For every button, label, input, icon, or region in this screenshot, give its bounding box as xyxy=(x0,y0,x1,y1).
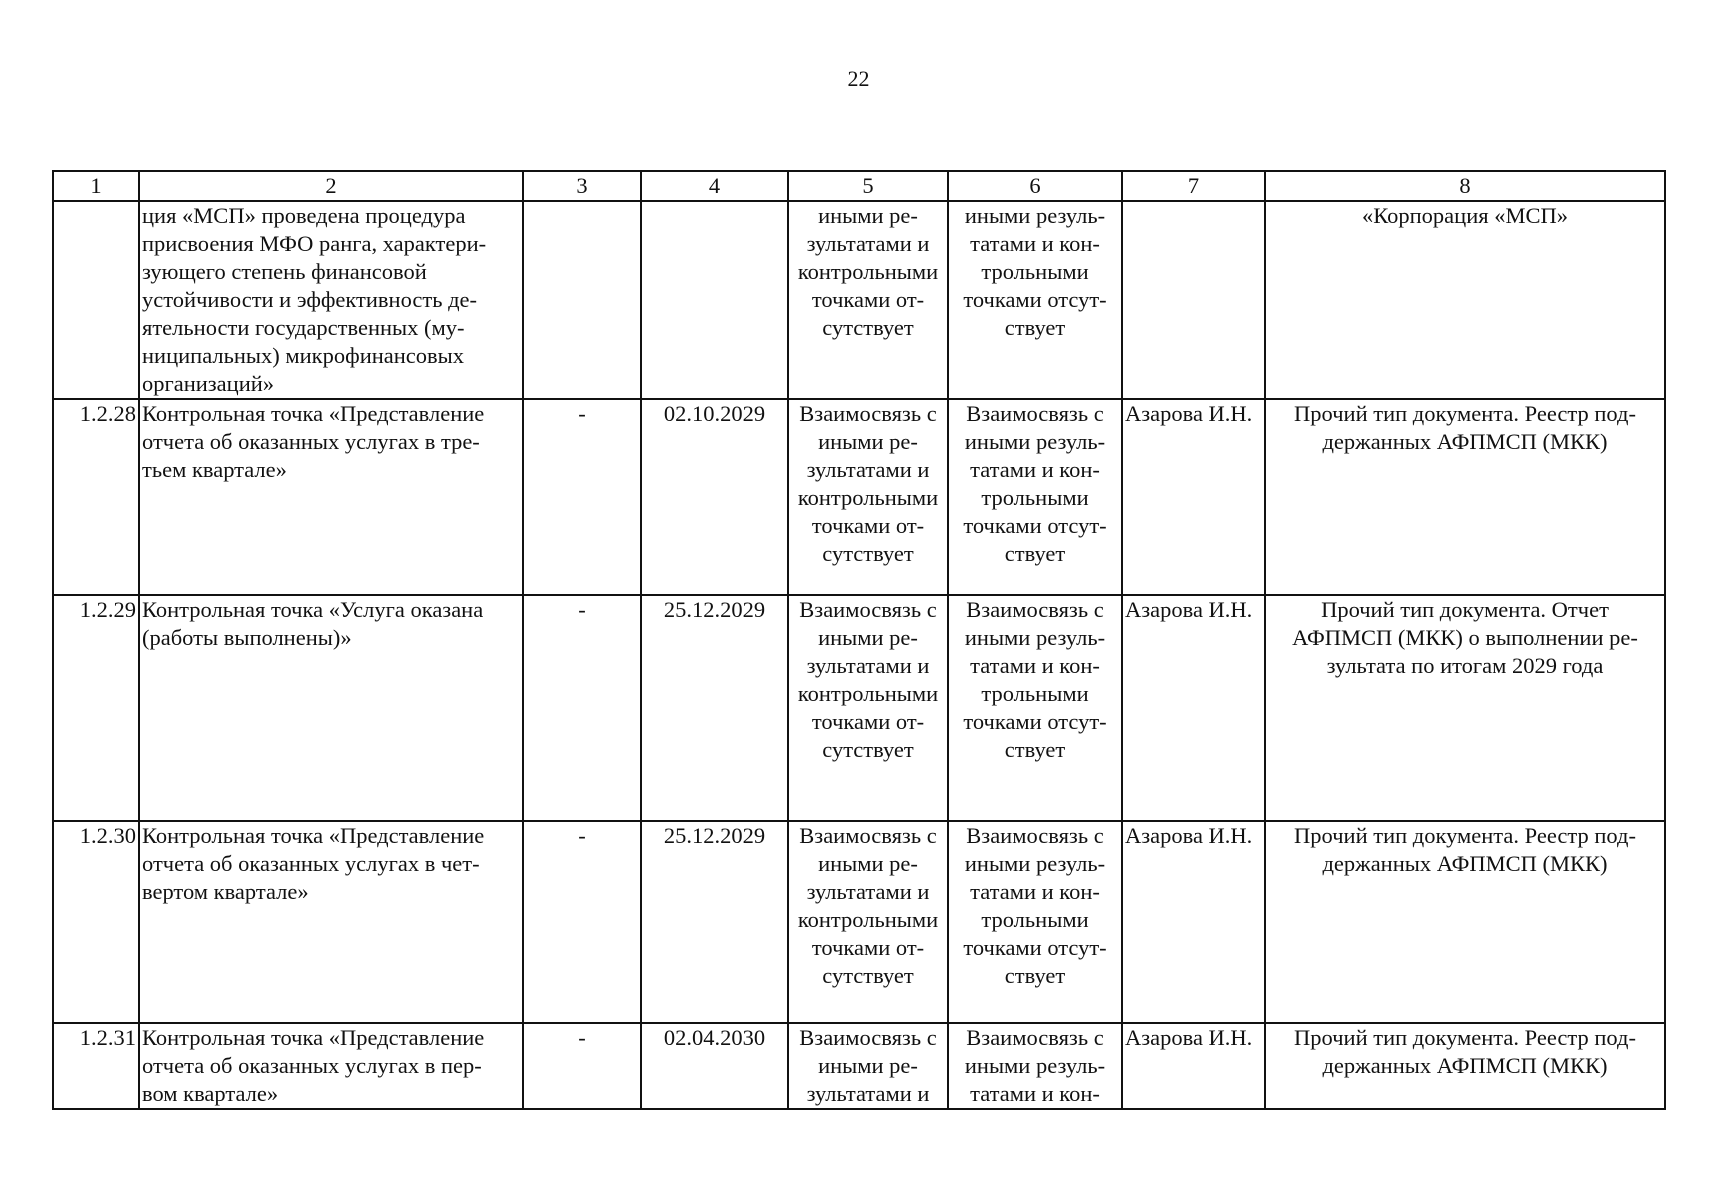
text-line: контрольными xyxy=(797,907,939,932)
text-line: трольными xyxy=(981,681,1089,706)
responsible-cell: Азарова И.Н. xyxy=(1122,821,1265,1023)
column-header: 2 xyxy=(139,171,523,201)
control-point-name-cell xyxy=(139,1023,523,1109)
text-line: точками от- xyxy=(811,513,925,538)
row-number-cell: 1.2.31 xyxy=(53,1023,139,1109)
text-line: татами и кон- xyxy=(970,653,1100,678)
date-cell: 25.12.2029 xyxy=(641,595,788,821)
text-line: точками от- xyxy=(811,709,925,734)
control-points-table xyxy=(52,170,1666,1110)
text-line: держанных АФПМСП (МКК) xyxy=(1322,429,1608,454)
relation-results-cell xyxy=(788,201,948,399)
relation-results-cell xyxy=(948,821,1122,1023)
text-line: Взаимосвязь с xyxy=(799,401,937,426)
text-line: ниципальных) микрофинансовых xyxy=(142,343,465,368)
control-point-name-cell xyxy=(139,201,523,399)
responsible-cell xyxy=(1122,201,1265,399)
col3-cell: - xyxy=(523,821,641,1023)
column-number-header-row xyxy=(53,171,1665,201)
document-type-cell xyxy=(1265,821,1665,1023)
text-line: держанных АФПМСП (МКК) xyxy=(1322,851,1608,876)
text-line: Взаимосвязь с xyxy=(799,823,937,848)
column-header: 1 xyxy=(53,171,139,201)
text-line: ция «МСП» проведена процедура xyxy=(142,203,466,228)
text-line: иными резуль- xyxy=(964,203,1106,228)
text-line: Контрольная точка «Услуга оказана xyxy=(142,597,484,622)
page-number: 22 xyxy=(847,66,870,91)
col3-cell: - xyxy=(523,595,641,821)
text-line: ствует xyxy=(1004,541,1066,566)
text-line: тьем квартале» xyxy=(142,457,287,482)
text-line: организаций» xyxy=(142,371,275,396)
text-line: (работы выполнены)» xyxy=(142,625,352,650)
row-number-cell xyxy=(53,201,139,399)
text-line: иными резуль- xyxy=(964,1053,1106,1078)
column-header: 8 xyxy=(1265,171,1665,201)
table-row xyxy=(53,595,1665,821)
text-line: татами и кон- xyxy=(970,457,1100,482)
text-line: иными резуль- xyxy=(964,625,1106,650)
control-point-name-cell xyxy=(139,821,523,1023)
relation-results-cell xyxy=(788,399,948,595)
text-line: Контрольная точка «Представление xyxy=(142,401,485,426)
text-line: Взаимосвязь с xyxy=(966,1025,1104,1050)
col3-cell: - xyxy=(523,1023,641,1109)
text-line: зультатами и xyxy=(806,653,930,678)
document-type-cell xyxy=(1265,201,1665,399)
text-line: зультатами и xyxy=(806,457,930,482)
text-line: Взаимосвязь с xyxy=(966,401,1104,426)
text-line: сутствует xyxy=(822,541,914,566)
date-cell xyxy=(641,201,788,399)
document-type-cell xyxy=(1265,1023,1665,1109)
text-line: Контрольная точка «Представление xyxy=(142,823,485,848)
text-line: зультатами и xyxy=(806,879,930,904)
text-line: Прочий тип документа. Реестр под- xyxy=(1294,823,1636,848)
responsible-cell: Азарова И.Н. xyxy=(1122,1023,1265,1109)
text-line: Взаимосвязь с xyxy=(799,1025,937,1050)
text-line: контрольными xyxy=(797,485,939,510)
column-header: 5 xyxy=(788,171,948,201)
text-line: отчета об оказанных услугах в чет- xyxy=(142,851,480,876)
document-type-cell xyxy=(1265,595,1665,821)
text-line: татами и кон- xyxy=(970,231,1100,256)
text-line: зультата по итогам 2029 года xyxy=(1326,653,1604,678)
row-number-cell: 1.2.30 xyxy=(53,821,139,1023)
text-line: вом квартале» xyxy=(142,1081,279,1106)
row-number-cell: 1.2.28 xyxy=(53,399,139,595)
column-header: 3 xyxy=(523,171,641,201)
text-line: иными ре- xyxy=(818,851,918,876)
text-line: Прочий тип документа. Реестр под- xyxy=(1294,401,1636,426)
text-line: ствует xyxy=(1004,737,1066,762)
text-line: держанных АФПМСП (МКК) xyxy=(1322,1053,1608,1078)
text-line: вертом квартале» xyxy=(142,879,309,904)
relation-results-cell xyxy=(948,595,1122,821)
text-line: Взаимосвязь с xyxy=(799,597,937,622)
text-line: ятельности государственных (му- xyxy=(142,315,465,340)
date-cell: 02.04.2030 xyxy=(641,1023,788,1109)
date-cell: 25.12.2029 xyxy=(641,821,788,1023)
column-header: 4 xyxy=(641,171,788,201)
text-line: точками отсут- xyxy=(963,935,1107,960)
text-line: иными ре- xyxy=(818,429,918,454)
relation-results-cell xyxy=(788,821,948,1023)
text-line: устойчивости и эффективность де- xyxy=(142,287,478,312)
col3-cell: - xyxy=(523,399,641,595)
text-line: Взаимосвязь с xyxy=(966,597,1104,622)
text-line: точками отсут- xyxy=(963,513,1107,538)
table-row xyxy=(53,821,1665,1023)
text-line: Прочий тип документа. Реестр под- xyxy=(1294,1025,1636,1050)
text-line: отчета об оказанных услугах в пер- xyxy=(142,1053,482,1078)
text-line: точками от- xyxy=(811,935,925,960)
responsible-cell: Азарова И.Н. xyxy=(1122,399,1265,595)
text-line: сутствует xyxy=(822,737,914,762)
text-line: контрольными xyxy=(797,259,939,284)
column-header: 6 xyxy=(948,171,1122,201)
row-number-cell: 1.2.29 xyxy=(53,595,139,821)
text-line: точками отсут- xyxy=(963,709,1107,734)
text-line: точками отсут- xyxy=(963,287,1107,312)
text-line: АФПМСП (МКК) о выполнении ре- xyxy=(1292,625,1638,650)
text-line: трольными xyxy=(981,259,1089,284)
document-type-cell xyxy=(1265,399,1665,595)
text-line: сутствует xyxy=(822,315,914,340)
text-line: Контрольная точка «Представление xyxy=(142,1025,485,1050)
control-point-name-cell xyxy=(139,399,523,595)
text-line: ствует xyxy=(1004,963,1066,988)
text-line: татами и кон- xyxy=(970,879,1100,904)
col3-cell xyxy=(523,201,641,399)
table-row xyxy=(53,399,1665,595)
text-line: Прочий тип документа. Отчет xyxy=(1321,597,1609,622)
text-line: сутствует xyxy=(822,963,914,988)
text-line: зультатами и xyxy=(806,1081,930,1106)
text-line: присвоения МФО ранга, характери- xyxy=(142,231,487,256)
relation-results-cell xyxy=(948,399,1122,595)
text-line: иными ре- xyxy=(818,203,918,228)
column-header: 7 xyxy=(1122,171,1265,201)
text-line: иными ре- xyxy=(818,1053,918,1078)
relation-results-cell xyxy=(788,1023,948,1109)
text-line: иными резуль- xyxy=(964,851,1106,876)
table-row xyxy=(53,1023,1665,1109)
text-line: «Корпорация «МСП» xyxy=(1362,203,1568,228)
relation-results-cell xyxy=(948,201,1122,399)
table-row-continuation xyxy=(53,201,1665,399)
text-line: зующего степень финансовой xyxy=(142,259,427,284)
text-line: зультатами и xyxy=(806,231,930,256)
text-line: Взаимосвязь с xyxy=(966,823,1104,848)
responsible-cell: Азарова И.Н. xyxy=(1122,595,1265,821)
text-line: отчета об оказанных услугах в тре- xyxy=(142,429,480,454)
text-line: трольными xyxy=(981,485,1089,510)
relation-results-cell xyxy=(788,595,948,821)
control-point-name-cell xyxy=(139,595,523,821)
text-line: иными ре- xyxy=(818,625,918,650)
text-line: точками от- xyxy=(811,287,925,312)
text-line: татами и кон- xyxy=(970,1081,1100,1106)
text-line: контрольными xyxy=(797,681,939,706)
relation-results-cell xyxy=(948,1023,1122,1109)
date-cell: 02.10.2029 xyxy=(641,399,788,595)
text-line: трольными xyxy=(981,907,1089,932)
text-line: ствует xyxy=(1004,315,1066,340)
text-line: иными резуль- xyxy=(964,429,1106,454)
